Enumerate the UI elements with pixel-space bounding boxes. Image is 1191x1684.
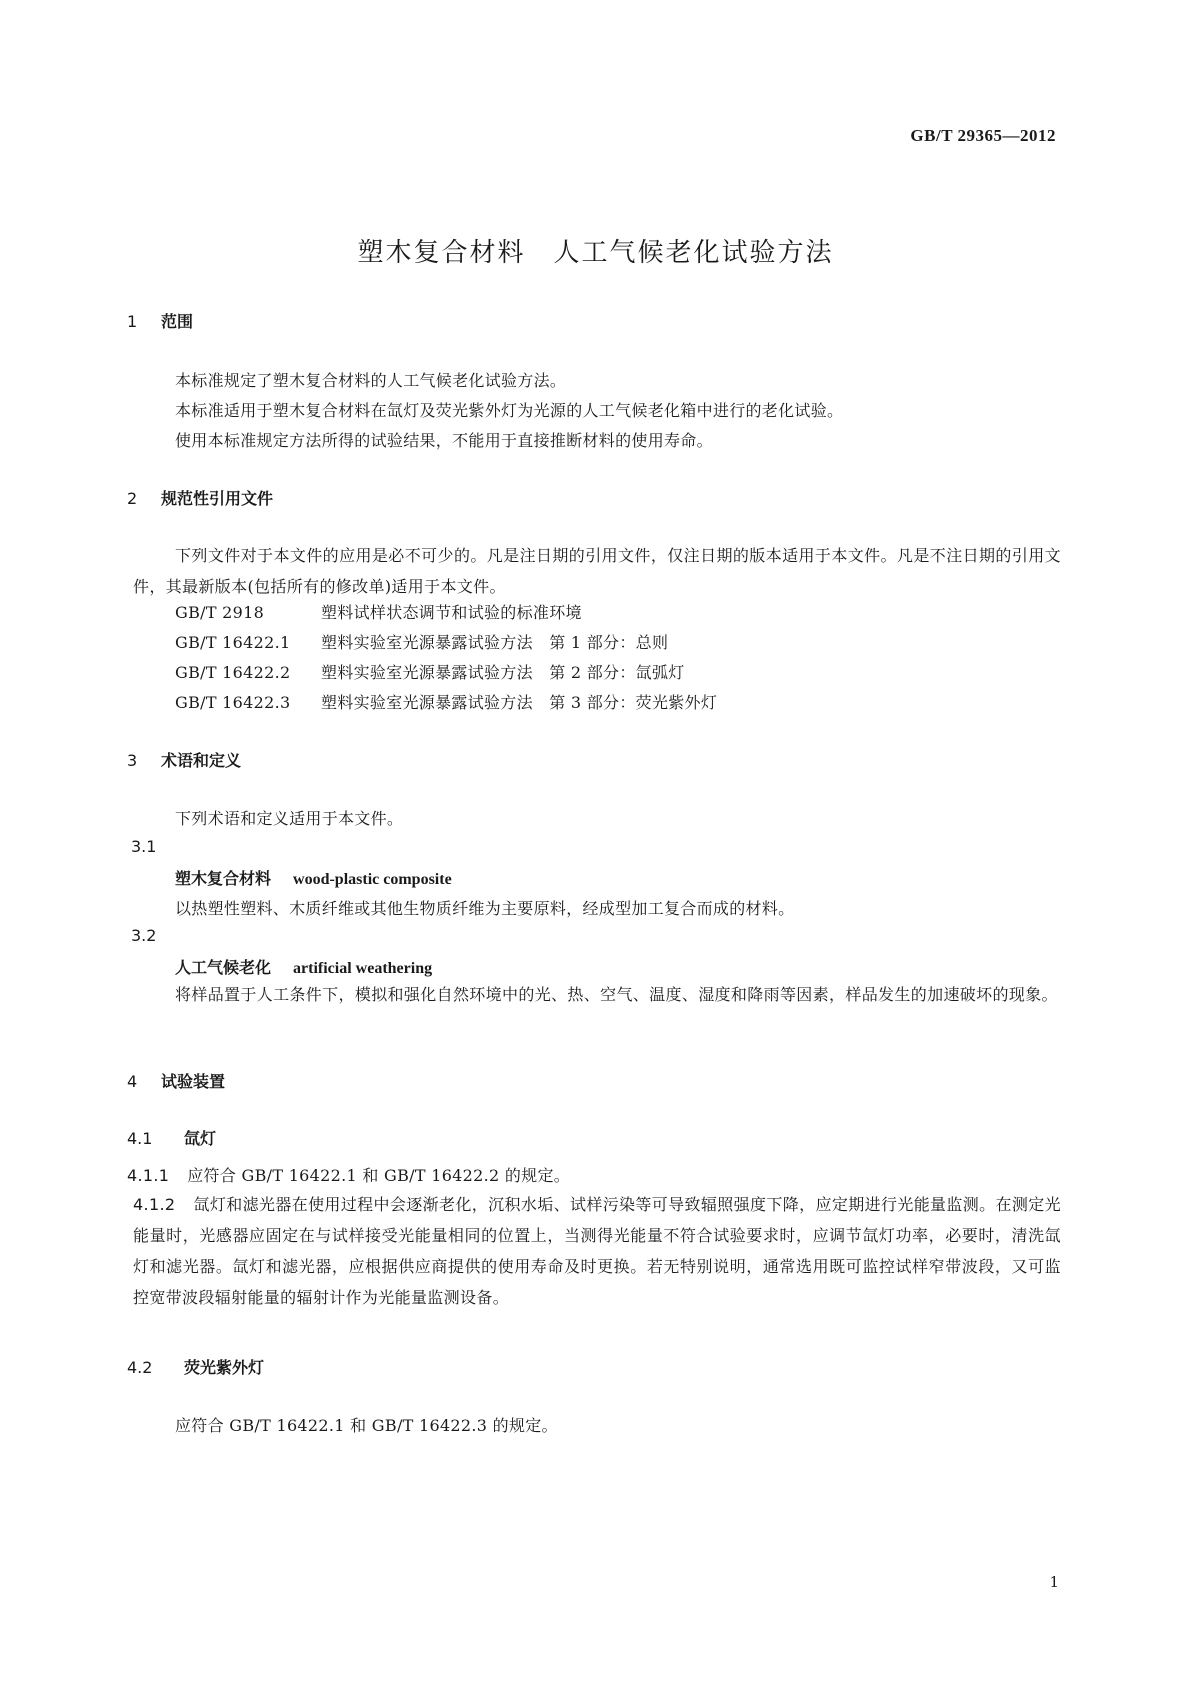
term-chinese: 人工气候老化 bbox=[175, 958, 272, 977]
section-number: 1 bbox=[127, 312, 138, 331]
reference-code: GB/T 2918 bbox=[175, 603, 265, 622]
document-title: 塑木复合材料 人工气候老化试验方法 bbox=[357, 238, 834, 268]
paragraph: 下列术语和定义适用于本文件。 bbox=[175, 809, 404, 828]
reference-item bbox=[175, 600, 582, 623]
paragraph: 下列文件对于本文件的应用是必不可少的。凡是注日期的引用文件，仅注日期的版本适用于本文件。凡是不注日期的引用文件，其最新版本(包括所有的修改单)适用于本文件。 bbox=[133, 546, 1061, 596]
term-chinese: 塑木复合材料 bbox=[175, 869, 272, 888]
paragraph: 本标准规定了塑木复合材料的人工气候老化试验方法。 bbox=[175, 371, 567, 390]
reference-item bbox=[175, 630, 668, 653]
page-number: 1 bbox=[1049, 1573, 1059, 1591]
paragraph: 本标准适用于塑木复合材料在氙灯及荧光紫外灯为光源的人工气候老化箱中进行的老化试验。 bbox=[175, 401, 844, 420]
subsection-number: 4.1 bbox=[127, 1129, 153, 1148]
reference-title: 塑料实验室光源暴露试验方法 第 1 部分：总则 bbox=[321, 633, 669, 652]
section-3-heading bbox=[127, 748, 241, 771]
subsection-number: 4.2 bbox=[127, 1358, 153, 1377]
section-title: 规范性引用文件 bbox=[161, 489, 274, 508]
term-entry bbox=[175, 955, 432, 978]
section-title: 试验装置 bbox=[161, 1072, 226, 1091]
reference-code: GB/T 16422.1 bbox=[175, 633, 291, 652]
subsection-title: 荧光紫外灯 bbox=[184, 1358, 265, 1377]
clause-text: 氙灯和滤光器在使用过程中会逐渐老化，沉积水垢、试样污染等可导致辐照强度下降，应定期进行光能量监测。在测定光能量时，光感器应固定在与试样接受光能量相同的位置上，当测得光能量不符合试验要求时，应调节氙灯功率，必要时，清洗氙灯和滤光器。氙灯和滤光器，应根据供应商提供的使用寿命及时更换。若无特别说明，通常选用既可监控试样窄带波段，又可监控宽带波段辐射能量的辐射计作为光能量监测设备。 bbox=[133, 1195, 1061, 1307]
section-2-heading bbox=[127, 486, 273, 509]
reference-title: 塑料实验室光源暴露试验方法 第 3 部分：荧光紫外灯 bbox=[321, 693, 718, 712]
section-number: 3 bbox=[127, 751, 138, 770]
section-number: 4 bbox=[127, 1072, 138, 1091]
section-1-heading bbox=[127, 309, 193, 332]
reference-code: GB/T 16422.3 bbox=[175, 693, 291, 712]
term-number: 3.2 bbox=[131, 926, 157, 945]
clause-text: 应符合 GB/T 16422.1 和 GB/T 16422.2 的规定。 bbox=[187, 1166, 571, 1185]
reference-item bbox=[175, 690, 717, 713]
paragraph: 使用本标准规定方法所得的试验结果，不能用于直接推断材料的使用寿命。 bbox=[175, 431, 713, 450]
clause-4-1-1 bbox=[127, 1163, 570, 1186]
section-title: 范围 bbox=[161, 312, 194, 331]
section-number: 2 bbox=[127, 489, 138, 508]
standard-code: GB/T 29365—2012 bbox=[910, 126, 1056, 145]
term-definition: 将样品置于人工条件下，模拟和强化自然环境中的光、热、空气、温度、湿度和降雨等因素，样品发生的加速破坏的现象。 bbox=[175, 985, 1058, 1004]
term-definition: 以热塑性塑料、木质纤维或其他生物质纤维为主要原料，经成型加工复合而成的材料。 bbox=[175, 899, 795, 918]
reference-title: 塑料实验室光源暴露试验方法 第 2 部分：氙弧灯 bbox=[321, 663, 685, 682]
clause-number: 4.1.1 bbox=[127, 1166, 170, 1185]
term-number: 3.1 bbox=[131, 837, 157, 856]
clause-number: 4.1.2 bbox=[133, 1195, 176, 1214]
section-title: 术语和定义 bbox=[161, 751, 242, 770]
subsection-4-1-heading bbox=[127, 1126, 216, 1149]
term-english: artificial weathering bbox=[293, 960, 433, 977]
reference-title: 塑料试样状态调节和试验的标准环境 bbox=[321, 603, 582, 622]
reference-code: GB/T 16422.2 bbox=[175, 663, 291, 682]
paragraph: 应符合 GB/T 16422.1 和 GB/T 16422.3 的规定。 bbox=[175, 1416, 558, 1435]
section-4-heading bbox=[127, 1069, 225, 1092]
subsection-title: 氙灯 bbox=[184, 1129, 217, 1148]
subsection-4-2-heading bbox=[127, 1355, 264, 1378]
term-english: wood-plastic composite bbox=[293, 871, 452, 888]
reference-item bbox=[175, 660, 685, 683]
clause-4-1-2 bbox=[133, 1189, 1061, 1313]
term-entry bbox=[175, 866, 452, 889]
